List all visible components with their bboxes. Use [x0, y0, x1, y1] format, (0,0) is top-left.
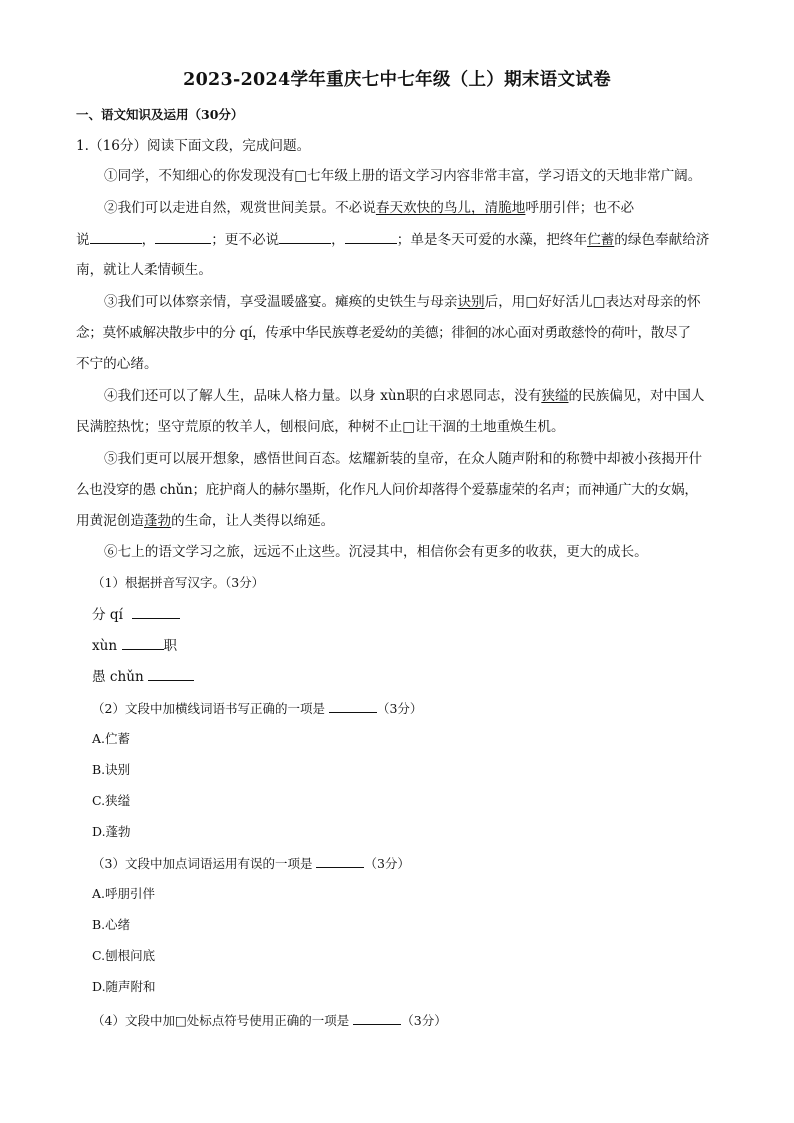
- pinyin-item-a: [92, 604, 180, 625]
- option-a[interactable]: A.伫蓄: [92, 731, 131, 746]
- text-span: （3分）: [364, 856, 410, 871]
- section-heading: 一、语文知识及运用（30分）: [76, 107, 244, 122]
- answer-blank[interactable]: [155, 229, 211, 244]
- sub-question-2-stem: [92, 698, 422, 719]
- answer-blank[interactable]: [353, 1010, 401, 1025]
- text-span: （3）文段中加点词语运用有误的一项是: [92, 856, 313, 871]
- passage-paragraph-5-line-2: 么也没穿的愚 chǔn；庇护商人的赫尔墨斯，化作凡人问价却落得个爱慕虚荣的名声；而神通广大的女娲，: [76, 482, 698, 498]
- passage-paragraph-3-line-3: 不宁的心绪。: [76, 356, 158, 372]
- underlined-text: 诀别: [457, 294, 485, 310]
- text-span: 后，用□好好活儿□表达对母亲的怀: [484, 294, 701, 310]
- sub-question-4-stem: [92, 1010, 447, 1031]
- answer-blank[interactable]: [132, 604, 180, 619]
- text-span: ③我们可以体察亲情，享受温暖盛宴。瘫痪的史铁生与母亲: [104, 294, 458, 310]
- option-b[interactable]: B.诀别: [92, 762, 131, 777]
- text-span: ，: [141, 232, 156, 248]
- underlined-text: 狭缢: [541, 388, 569, 404]
- text-span: 的绿色奉献给济: [614, 232, 710, 248]
- exam-title: 2023-2024学年重庆七中七年级（上）期末语文试卷: [183, 70, 611, 90]
- answer-blank[interactable]: [279, 229, 331, 244]
- question-1-stem: 1.（16分）阅读下面文段，完成问题。: [76, 138, 311, 154]
- option-d[interactable]: D.随声附和: [92, 979, 156, 994]
- text-span: xùn: [92, 638, 118, 654]
- answer-blank[interactable]: [148, 666, 194, 681]
- option-a[interactable]: A.呼朋引伴: [92, 886, 156, 901]
- passage-paragraph-2-line-2: [76, 229, 709, 250]
- underlined-text: 伫蓄: [587, 232, 615, 248]
- passage-paragraph-1: ①同学，不知细心的你发现没有□七年级上册的语文学习内容非常丰富，学习语文的天地非常广阔。: [104, 168, 702, 184]
- passage-paragraph-5-line-1: ⑤我们更可以展开想象，感悟世间百态。炫耀新装的皇帝，在众人随声附和的称赞中却被小孩揭开什: [104, 451, 703, 467]
- text-span: ，: [331, 232, 345, 248]
- answer-blank[interactable]: [90, 229, 142, 244]
- passage-paragraph-4-line-1: [104, 386, 704, 406]
- underlined-text: 蓬勃: [143, 513, 172, 529]
- text-span: 愚 chǔn: [92, 669, 144, 685]
- text-span: （4）文段中加□处标点符号使用正确的一项是: [92, 1013, 350, 1028]
- answer-blank[interactable]: [316, 853, 364, 868]
- answer-blank[interactable]: [345, 229, 397, 244]
- text-span: ②我们可以走进自然，观赏世间美景。不必说: [104, 200, 376, 216]
- text-span: ；更不必说: [211, 232, 280, 248]
- passage-paragraph-2-line-1: [104, 198, 634, 218]
- text-span: （3分）: [376, 701, 423, 716]
- text-span: ；单是冬天可爱的水藻，把终年: [396, 232, 588, 248]
- option-c[interactable]: C.狭缢: [92, 793, 131, 808]
- text-span: 说: [76, 232, 90, 248]
- text-span: 呼朋引伴；也不必: [525, 200, 635, 216]
- option-d[interactable]: D.蓬勃: [92, 824, 131, 839]
- text-span: （2）文段中加横线词语书写正确的一项是: [92, 701, 325, 716]
- text-span: 的民族偏见，对中国人: [568, 388, 705, 404]
- pinyin-item-b: [92, 635, 177, 656]
- passage-paragraph-5-line-3: [76, 511, 334, 531]
- option-b[interactable]: B.心绪: [92, 917, 131, 932]
- passage-paragraph-4-line-2: 民满腔热忱；坚守荒原的牧羊人，刨根问底，种树不止□让干涸的土地重焕生机。: [76, 419, 565, 435]
- passage-paragraph-2-line-3: 南，就让人柔情顿生。: [76, 262, 212, 278]
- text-span: 职: [163, 638, 178, 654]
- pinyin-item-c: [92, 666, 194, 687]
- answer-blank[interactable]: [329, 698, 377, 713]
- passage-paragraph-3-line-1: [104, 292, 701, 312]
- text-span: ④我们还可以了解人生，品味人格力量。以身 xùn职的白求恩同志，没有: [104, 388, 542, 404]
- sub-question-1-stem: （1）根据拼音写汉字。（3分）: [92, 575, 265, 590]
- answer-blank[interactable]: [122, 635, 164, 650]
- text-span: （3分）: [401, 1013, 447, 1028]
- text-span: 的生命，让人类得以绵延。: [171, 513, 335, 529]
- sub-question-3-stem: [92, 853, 410, 874]
- text-span: 用黄泥创造: [76, 513, 144, 529]
- option-c[interactable]: C.刨根问底: [92, 948, 156, 963]
- text-span: 分 qí: [92, 607, 123, 623]
- passage-paragraph-6: ⑥七上的语文学习之旅，远远不止这些。沉浸其中，相信你会有更多的收获，更大的成长。: [104, 544, 648, 560]
- underlined-text: 春天欢快的鸟儿，清脆地: [375, 200, 526, 216]
- passage-paragraph-3-line-2: 念；莫怀戚解决散步中的分 qí，传承中华民族尊老爱幼的美德；徘徊的冰心面对勇敢慈怜的荷叶，散尽了: [76, 325, 691, 341]
